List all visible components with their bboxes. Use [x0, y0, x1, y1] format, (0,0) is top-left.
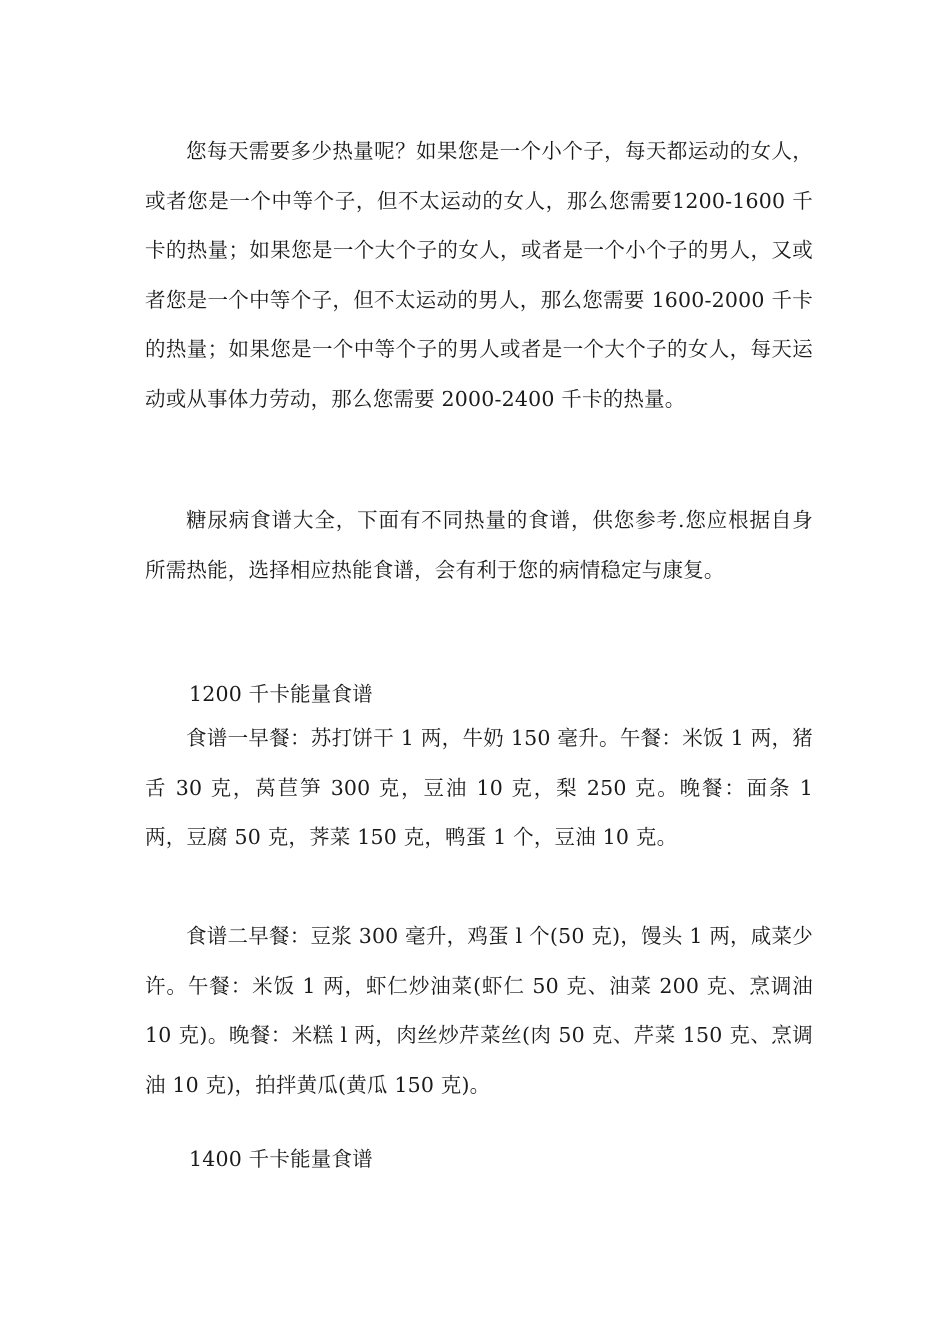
heading-1400-kcal: 1400 千卡能量食谱 [189, 1147, 373, 1171]
heading-1200-kcal: 1200 千卡能量食谱 [189, 682, 373, 706]
paragraph-recipe-one: 食谱一早餐：苏打饼干 1 两，牛奶 150 毫升。午餐：米饭 1 两，猪舌 30 克，莴苣笋 300 克，豆油 10 克，梨 250 克。晚餐：面条 1 两，豆腐 50 克，荠菜 150 克，鸭蛋 1 个，豆油 10 克。 [145, 726, 813, 849]
paragraph-recipe-two: 食谱二早餐：豆浆 300 毫升，鸡蛋 l 个(50 克)，馒头 1 两，咸菜少许。午餐：米饭 1 两，虾仁炒油菜(虾仁 50 克、油菜 200 克、烹调油 10 克)。晚餐：米糕 l 两，肉丝炒芹菜丝(肉 50 克、芹菜 150 克、烹调油 10 克)，拍拌黄瓜(黄瓜 150 克)。 [145, 924, 813, 1097]
document-page [145, 0, 813, 1344]
paragraph-intro: 糖尿病食谱大全，下面有不同热量的食谱，供您参考.您应根据自身所需热能，选择相应热能食谱，会有利于您的病情稳定与康复。 [145, 508, 813, 582]
paragraph-calorie-needs: 您每天需要多少热量呢？如果您是一个小个子，每天都运动的女人，或者您是一个中等个子，但不太运动的女人，那么您需要1200-1600 千卡的热量；如果您是一个大个子的女人，或者是一个小个子的男人，又或者您是一个中等个子，但不太运动的男人，那么您需要 1600-2000 千卡的热量；如果您是一个中等个子的男人或者是一个大个子的女人，每天运动或从事体力劳动，那么您需要 2000-2400 千卡的热量。 [145, 139, 813, 411]
